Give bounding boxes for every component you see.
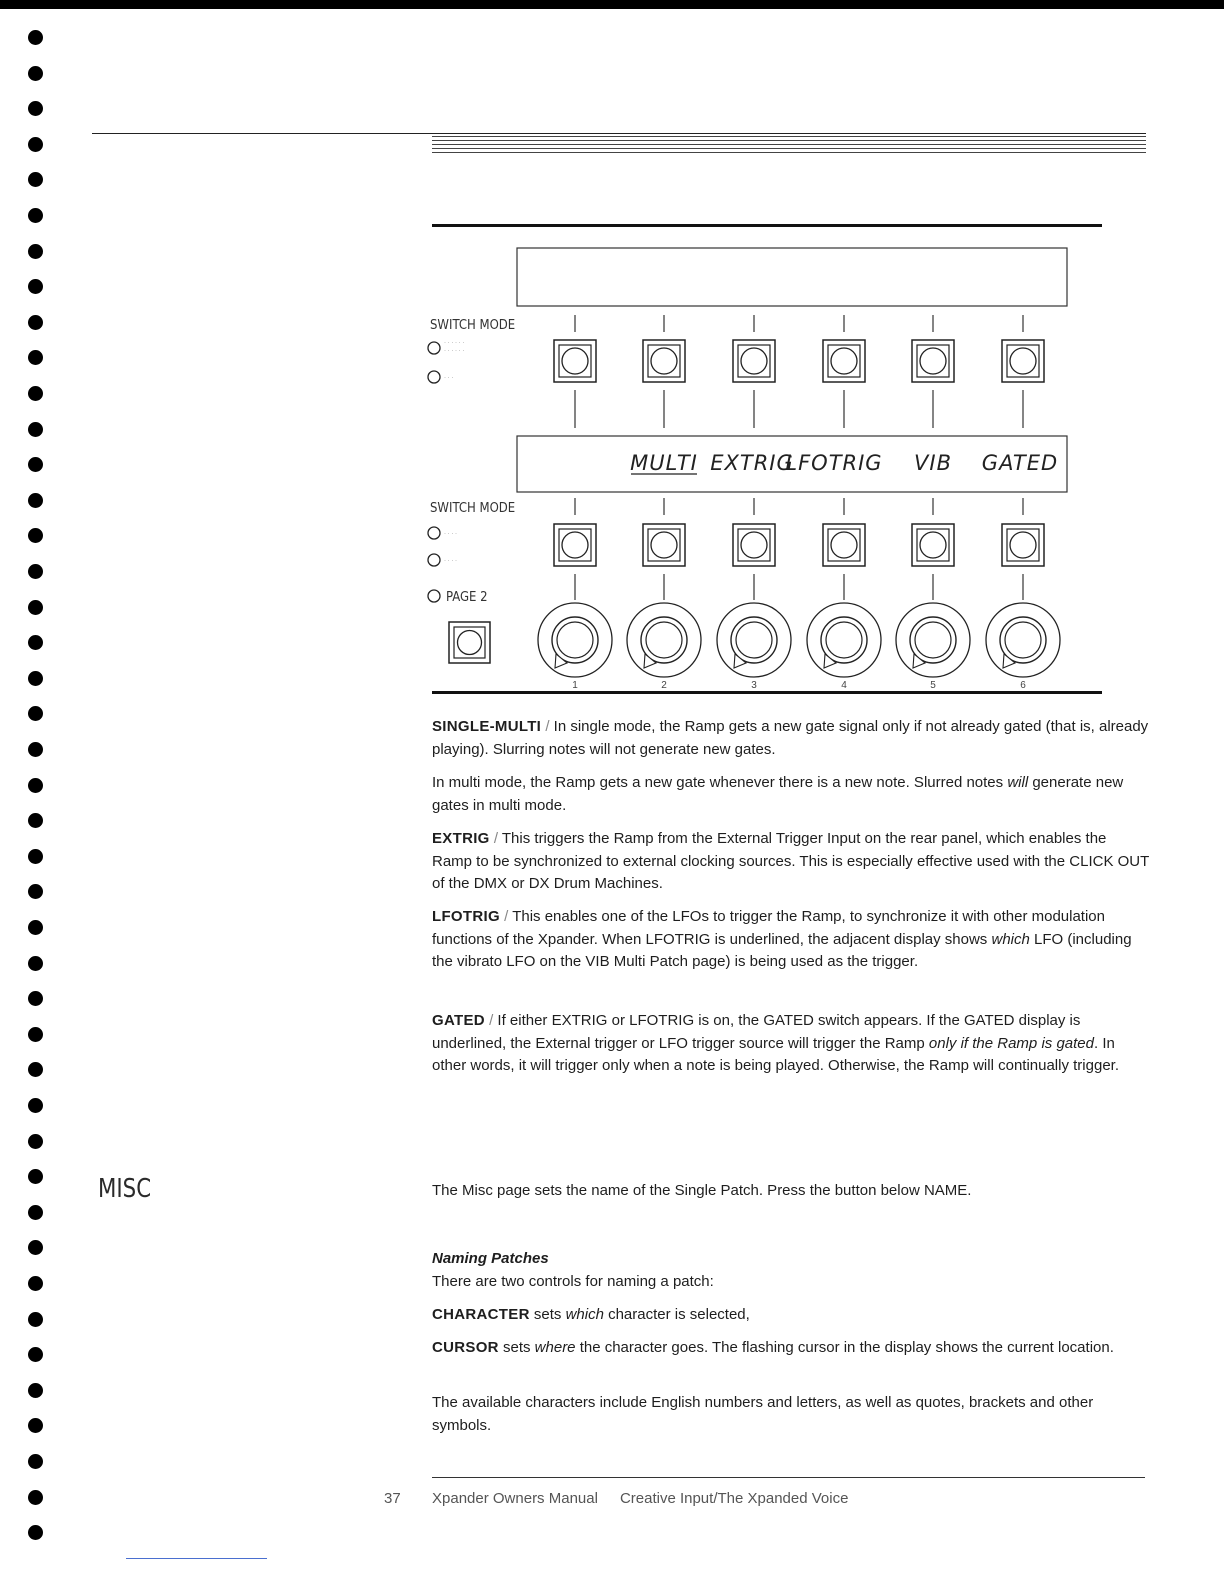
upper-lcd-display — [517, 248, 1067, 306]
knob-number-6: 6 — [1020, 680, 1026, 691]
binding-hole — [28, 66, 43, 81]
binding-hole — [28, 315, 43, 330]
binding-hole — [28, 742, 43, 757]
cursor-para: CURSOR sets where the character goes. The flashing cursor in the display shows the current location. — [432, 1339, 1114, 1356]
misc-intro: The Misc page sets the name of the Single Patch. Press the button below NAME. — [432, 1182, 972, 1199]
single-multi-para-2: In multi mode, the Ramp gets a new gate whenever there is a new note. Slurred notes will generate new gates in multi mode. — [432, 774, 1124, 814]
binding-hole — [28, 1205, 43, 1220]
knob-row — [538, 603, 1060, 691]
lfotrig-term: LFOTRIG — [432, 908, 500, 925]
binding-hole — [28, 244, 43, 259]
binding-hole — [28, 1525, 43, 1540]
display-label-multi: MULTI — [630, 451, 698, 475]
upper-button-row — [554, 315, 1044, 428]
lower-soft-button-6[interactable] — [1002, 524, 1044, 566]
binding-hole — [28, 137, 43, 152]
upper-mode-led-2 — [428, 371, 440, 383]
knob-2[interactable] — [627, 603, 701, 691]
page-footer — [384, 1490, 1144, 1507]
diagram-bottom-rule — [432, 691, 1102, 694]
upper-soft-button-6[interactable] — [1002, 340, 1044, 382]
binding-hole — [28, 101, 43, 116]
binding-hole — [28, 1454, 43, 1469]
footer-rule — [432, 1477, 1145, 1478]
binding-hole — [28, 1169, 43, 1184]
knob-4[interactable] — [807, 603, 881, 691]
available-chars-para: The available characters include English numbers and letters, as well as quotes, brackets and other symbols. — [432, 1394, 1094, 1434]
binding-hole — [28, 1134, 43, 1149]
upper-soft-button-3[interactable] — [733, 340, 775, 382]
binding-hole — [28, 1062, 43, 1077]
naming-patches-block — [432, 1248, 1150, 1293]
binding-hole — [28, 172, 43, 187]
upper-mode-led-1-label: · · · · · · — [444, 340, 465, 346]
front-panel-diagram — [420, 240, 1100, 695]
knob-number-4: 4 — [841, 680, 847, 691]
display-label-lfotrig: LFOTRIG — [785, 451, 883, 475]
manual-title: Xpander Owners Manual — [432, 1490, 598, 1507]
knob-number-5: 5 — [930, 680, 936, 691]
header-rule-stack — [432, 136, 1146, 158]
binding-hole — [28, 956, 43, 971]
extrig-para: EXTRIG / This triggers the Ramp from the External Trigger Input on the rear panel, which enables the Ramp to be synchronized to external clocking sources. This is especially effective used with the CLICK OUT of the DMX or DX Drum Machines. — [432, 830, 1150, 892]
binding-hole — [28, 493, 43, 508]
single-multi-text: In single mode, the Ramp gets a new gate signal only if not already gated (that is, already playing). Slurring notes will not generate new gates. — [432, 718, 1149, 758]
single-multi-para-1: SINGLE-MULTI / In single mode, the Ramp gets a new gate signal only if not already gated (that is, already playing). Slurring notes will not generate new gates. — [432, 718, 1149, 758]
knob-number-3: 3 — [751, 680, 757, 691]
svg-text:· · · · · ·: · · · · · · — [444, 348, 465, 354]
binding-hole — [28, 1240, 43, 1255]
binding-hole — [28, 600, 43, 615]
extrig-term: EXTRIG — [432, 830, 490, 847]
lower-soft-button-1[interactable] — [554, 524, 596, 566]
upper-switch-mode-label: SWITCH MODE — [430, 318, 516, 333]
binding-hole — [28, 1312, 43, 1327]
character-para: CHARACTER sets which character is selected, — [432, 1306, 750, 1323]
gated-term: GATED — [432, 1012, 485, 1029]
binding-hole — [28, 457, 43, 472]
page2-label: PAGE 2 — [446, 590, 488, 605]
page2-led — [428, 590, 440, 602]
binding-hole — [28, 671, 43, 686]
binding-hole — [28, 564, 43, 579]
lower-soft-button-4[interactable] — [823, 524, 865, 566]
display-label-vib: VIB — [914, 451, 952, 475]
binding-hole — [28, 884, 43, 899]
binding-hole — [28, 208, 43, 223]
binding-hole — [28, 279, 43, 294]
lower-mode-led-2 — [428, 554, 440, 566]
upper-soft-button-4[interactable] — [823, 340, 865, 382]
page-number: 37 — [384, 1490, 401, 1507]
naming-controls-intro: There are two controls for naming a patch: — [432, 1272, 714, 1290]
binding-holes — [28, 30, 44, 1570]
binding-hole — [28, 386, 43, 401]
header-rule — [92, 133, 1146, 134]
binding-hole — [28, 1027, 43, 1042]
upper-mode-led-1 — [428, 342, 440, 354]
binding-hole — [28, 1383, 43, 1398]
binding-hole — [28, 778, 43, 793]
binding-hole — [28, 422, 43, 437]
upper-soft-button-1[interactable] — [554, 340, 596, 382]
upper-soft-button-5[interactable] — [912, 340, 954, 382]
binding-hole — [28, 1490, 43, 1505]
binding-hole — [28, 813, 43, 828]
misc-heading: MISC — [98, 1174, 152, 1204]
binding-hole — [28, 1418, 43, 1433]
svg-text:· · · ·: · · · · — [444, 558, 457, 564]
binding-hole — [28, 706, 43, 721]
display-labels — [630, 451, 1058, 475]
lfotrig-para: LFOTRIG / This enables one of the LFOs to trigger the Ramp, to synchronize it with other modulation functions of the Xpander. When LFOTRIG is underlined, the adjacent display shows which LFO (including the vibrato LFO on the VIB Multi Patch page) is being used as the trigger. — [432, 908, 1132, 970]
diagram-top-rule — [432, 224, 1102, 227]
binding-hole — [28, 991, 43, 1006]
binding-hole — [28, 1276, 43, 1291]
binding-hole — [28, 1098, 43, 1113]
section-title: Creative Input/The Xpanded Voice — [619, 1490, 849, 1507]
display-label-gated: GATED — [981, 451, 1059, 475]
gated-para: GATED / If either EXTRIG or LFOTRIG is on, the GATED switch appears. If the GATED display is underlined, the External trigger or LFO trigger source will trigger the Ramp only if the Ramp is gated. In other words, it will trigger only when a note is being played. Otherwise, the Ramp will continually trigger. — [432, 1012, 1119, 1074]
knob-1[interactable] — [538, 603, 612, 691]
lower-mode-led-1 — [428, 527, 440, 539]
lower-button-row — [554, 498, 1044, 600]
upper-soft-button-2[interactable] — [643, 340, 685, 382]
lower-soft-button-3[interactable] — [733, 524, 775, 566]
binding-hole — [28, 30, 43, 45]
binding-hole — [28, 1347, 43, 1362]
knob-6[interactable] — [986, 603, 1060, 691]
single-multi-term: SINGLE-MULTI — [432, 718, 542, 735]
top-edge-bar — [0, 0, 1224, 9]
lower-soft-button-5[interactable] — [912, 524, 954, 566]
binding-hole — [28, 920, 43, 935]
display-label-extrig: EXTRIG — [710, 451, 794, 475]
page2-button[interactable] — [449, 622, 490, 663]
knob-3[interactable] — [717, 603, 791, 691]
knob-number-2: 2 — [661, 680, 667, 691]
binding-hole — [28, 849, 43, 864]
scan-artifact-line — [126, 1558, 267, 1559]
binding-hole — [28, 350, 43, 365]
lower-switch-mode-label: SWITCH MODE — [430, 501, 516, 516]
upper-mode-led-2-label: · · · — [444, 375, 454, 381]
svg-text:· · · ·: · · · · — [444, 531, 457, 537]
binding-hole — [28, 635, 43, 650]
lower-soft-button-2[interactable] — [643, 524, 685, 566]
knob-5[interactable] — [896, 603, 970, 691]
knob-number-1: 1 — [572, 680, 578, 691]
binding-hole — [28, 528, 43, 543]
naming-patches-heading: Naming Patches — [432, 1250, 549, 1267]
